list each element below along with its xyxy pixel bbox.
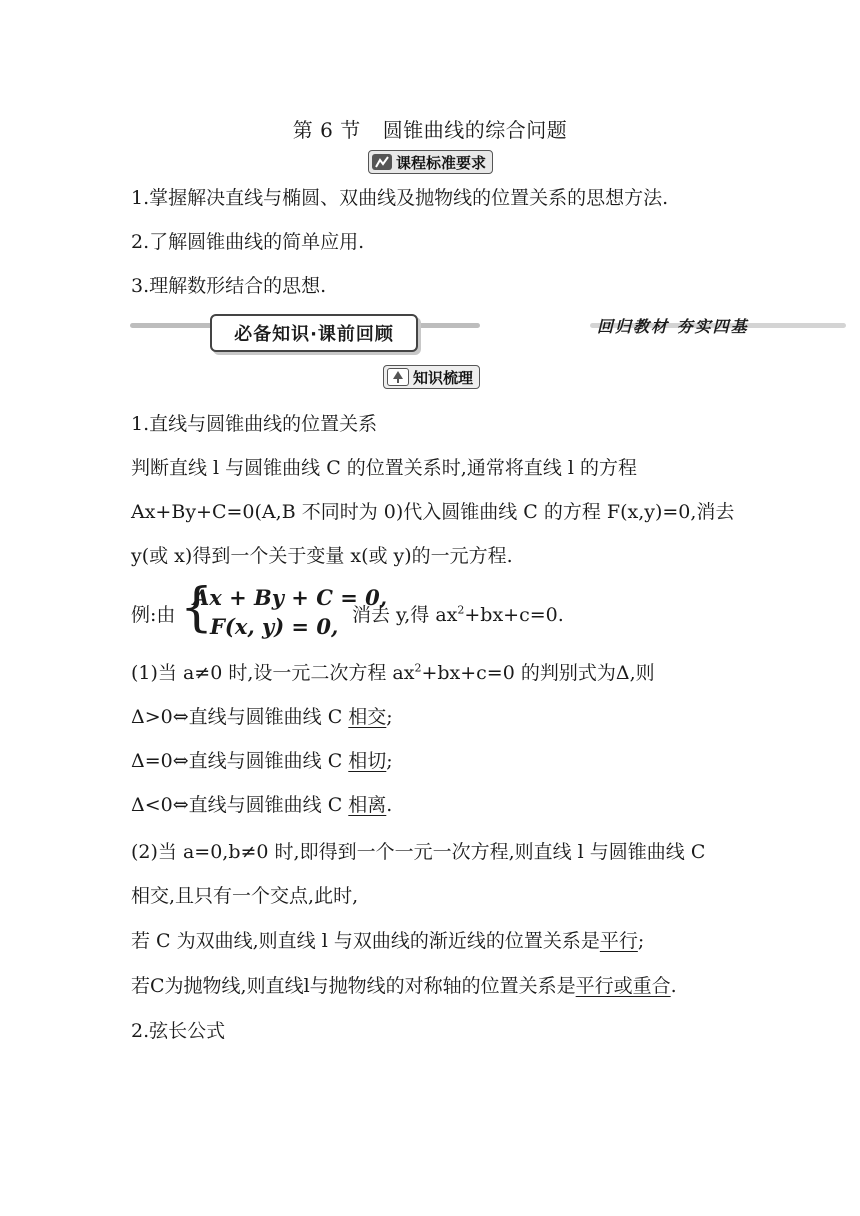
tree-icon — [387, 368, 409, 386]
paragraph-line: 若C为抛物线,则直线l与抛物线的对称轴的位置关系是平行或重合. — [131, 975, 677, 997]
section-banner — [210, 314, 418, 352]
requirement-item: 1.掌握解决直线与椭圆、双曲线及抛物线的位置关系的思想方法. — [131, 187, 669, 209]
section-heading: 1.直线与圆锥曲线的位置关系 — [131, 413, 378, 435]
equation-line: F(x, y) = 0, — [210, 614, 339, 639]
answer-underlined: 相切 — [348, 750, 387, 772]
equation-line: Ax + By + C = 0, — [193, 585, 388, 610]
standard-icon — [372, 154, 392, 170]
paragraph-line: (2)当 a=0,b≠0 时,即得到一个一元一次方程,则直线 l 与圆锥曲线 C — [131, 841, 706, 863]
page-title — [0, 114, 860, 143]
paragraph-line: Ax+By+C=0(A,B 不同时为 0)代入圆锥曲线 C 的方程 F(x,y)=0,消去 — [131, 501, 735, 523]
banner-slogan: 回归教材 夯实四基 — [597, 317, 749, 336]
requirement-item: 2.了解圆锥曲线的简单应用. — [131, 231, 365, 253]
case-item: Δ>0⇔直线与圆锥曲线 C 相交; — [131, 706, 393, 728]
case-intro: (1)当 a≠0 时,设一元二次方程 $ax^2+bx+c=0$ 的判别式为Δ,则 — [131, 661, 655, 684]
curriculum-tag-label: 课程标准要求 — [396, 153, 487, 172]
knowledge-tag-label: 知识梳理 — [413, 368, 474, 387]
requirement-item: 3.理解数形结合的思想. — [131, 275, 327, 297]
example-result: 消去 y,得 $ax^2+bx+c=0$. — [352, 603, 564, 626]
paragraph-line: 相交,且只有一个交点,此时, — [131, 885, 359, 907]
paragraph-line: y(或 x)得到一个关于变量 x(或 y)的一元方程. — [131, 545, 513, 567]
banner-label: 必备知识·课前回顾 — [234, 324, 394, 345]
section-heading: 2.弦长公式 — [131, 1020, 226, 1042]
answer-underlined: 相交 — [348, 706, 387, 728]
brace-symbol: { — [180, 578, 214, 638]
section-number: 第 6 节 — [292, 118, 361, 142]
curriculum-tag — [368, 150, 493, 174]
section-title: 圆锥曲线的综合问题 — [382, 118, 568, 142]
answer-underlined: 平行 — [599, 930, 638, 952]
case-item: Δ=0⇔直线与圆锥曲线 C 相切; — [131, 750, 393, 772]
case-item: Δ<0⇔直线与圆锥曲线 C 相离. — [131, 794, 393, 816]
example-prefix: 例:由 — [131, 604, 176, 626]
answer-underlined: 相离 — [348, 794, 387, 816]
answer-underlined: 平行或重合 — [575, 975, 671, 997]
paragraph-line: 判断直线 l 与圆锥曲线 C 的位置关系时,通常将直线 l 的方程 — [131, 457, 637, 479]
paragraph-line: 若 C 为双曲线,则直线 l 与双曲线的渐近线的位置关系是平行; — [131, 930, 645, 952]
knowledge-tag — [383, 365, 480, 389]
